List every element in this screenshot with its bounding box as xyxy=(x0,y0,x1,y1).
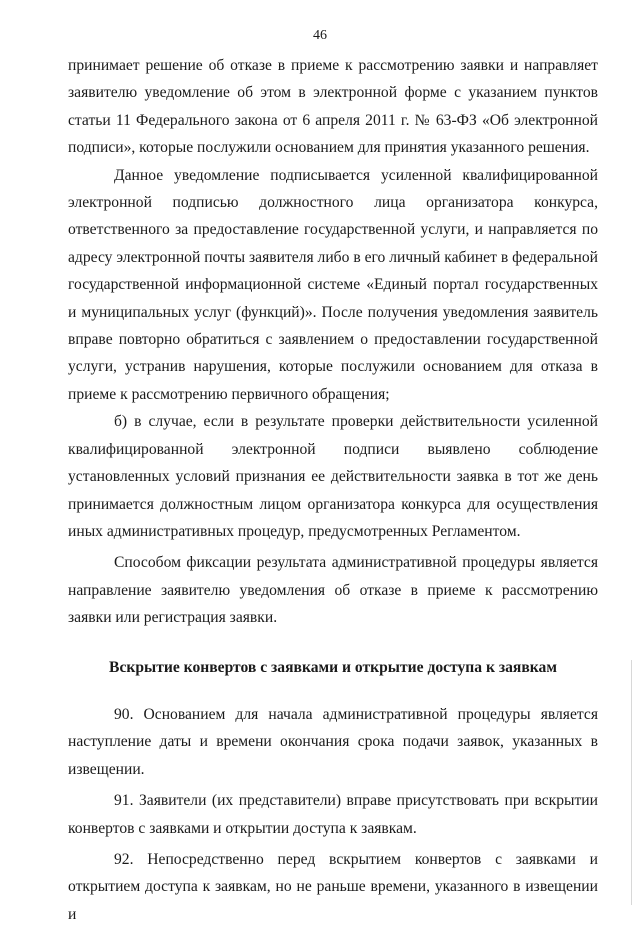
paragraph-92: 92. Непосредственно перед вскрытием конвертов с заявками и открытием доступа к заявкам, но не раньше времени, указанного в извещении и xyxy=(68,850,598,923)
section-heading: Вскрытие конвертов с заявками и открытие доступа к заявкам xyxy=(109,658,557,676)
document-body xyxy=(68,52,598,928)
paragraph-item-b: б) в случае, если в результате проверки действительности усиленной квалифицированной электронной подписи выявлено соблюдение установленных условий признания ее действительности заявка в тот же день принимается должностным лицом организатора конкурса для осуществления иных административных процедур, предусмотренных Регламентом. xyxy=(68,413,598,540)
scan-margin-line xyxy=(631,660,632,905)
paragraph-rejection-decision: принимает решение об отказе в приеме к рассмотрению заявки и направляет заявителю уведомление об этом в электронной форме с указанием пунктов статьи 11 Федерального закона от 6 апреля 2011 г. № 63-ФЗ «Об электронной подписи», которые послужили основанием для принятия указанного решения. xyxy=(68,57,598,157)
paragraph-90: 90. Основанием для начала административной процедуры является наступление даты и времени окончания срока подачи заявок, указанных в извещении. xyxy=(68,705,598,778)
paragraph-notification-signature: Данное уведомление подписывается усиленной квалифицированной электронной подписью должностного лица организатора конкурса, ответственного за предоставление государственной услуги, и направляется по адресу электронной почты заявителя либо в его личный кабинет в федеральной государственной информационной системе «Единый портал государственных и муниципальных услуг (функций)». После получения уведомления заявитель вправе повторно обратиться с заявлением о предоставлении государственной услуги, устранив нарушения, которые послужили основанием для отказа в приеме к рассмотрению первичного обращения; xyxy=(68,166,598,403)
paragraph-91: 91. Заявители (их представители) вправе присутствовать при вскрытии конвертов с заявками и открытии доступа к заявкам. xyxy=(68,792,598,837)
paragraph-result-fixation: Способом фиксации результата административной процедуры является направление заявителю уведомления об отказе в приеме к рассмотрению заявки или регистрация заявки. xyxy=(68,554,598,627)
page-number: 46 xyxy=(313,28,327,43)
